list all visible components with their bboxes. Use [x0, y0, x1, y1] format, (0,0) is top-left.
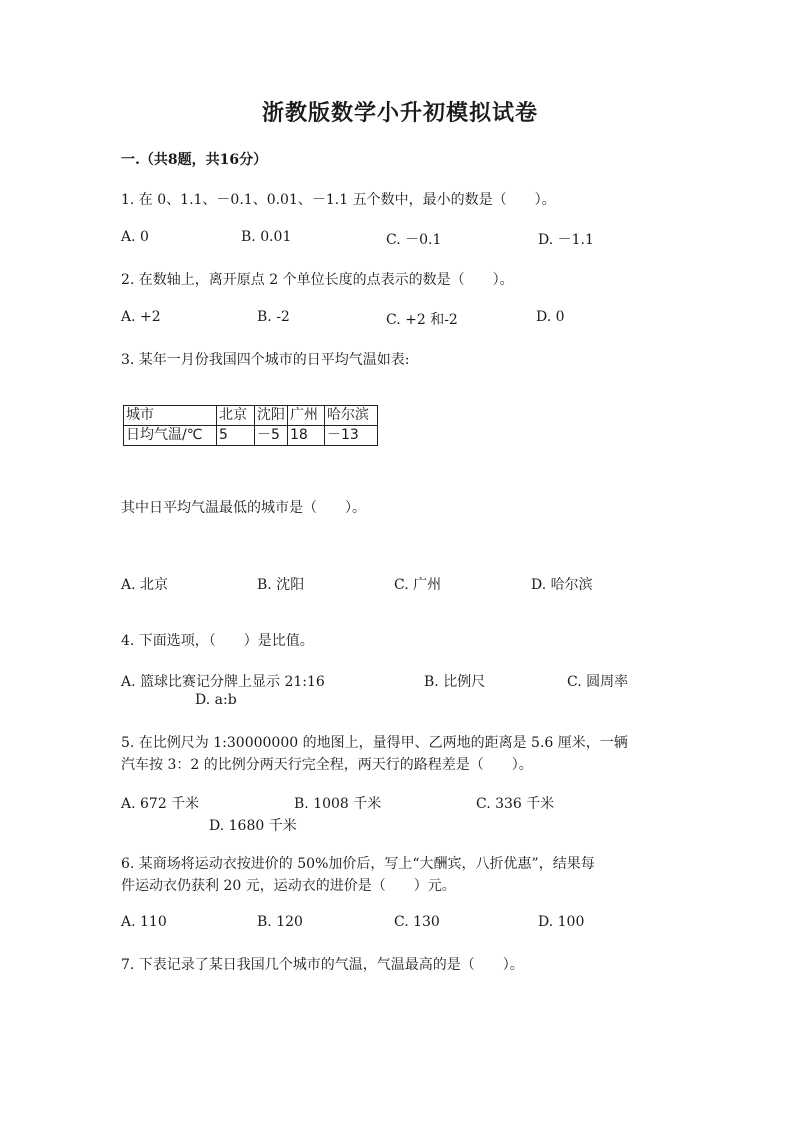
q5-option-c: C. 336 千米 — [476, 796, 555, 812]
temperature-table — [123, 405, 378, 446]
q4-option-a: A. 篮球比赛记分牌上显示 21:16 — [121, 674, 325, 690]
question-4-stem: 4. 下面选项，（ ）是比值。 — [121, 633, 314, 649]
q3-option-d: D. 哈尔滨 — [531, 577, 593, 593]
question-5-stem-line2: 汽车按 3：2 的比例分两天行完全程，两天行的路程差是（ ）。 — [121, 757, 533, 773]
q3-option-a: A. 北京 — [121, 577, 169, 593]
q3-option-c: C. 广州 — [394, 577, 442, 593]
table-cell: 城市 — [124, 406, 217, 426]
question-5-stem-line1: 5. 在比例尺为 1:30000000 的地图上，量得甲、乙两地的距离是 5.6 厘米，一辆 — [121, 735, 628, 751]
q4-option-b: B. 比例尺 — [424, 674, 486, 690]
question-1-stem: 1. 在 0、1.1、－0.1、0.01、－1.1 五个数中，最小的数是（ ）。 — [121, 192, 556, 208]
q6-option-a: A. 110 — [121, 914, 167, 930]
question-3-stem: 3. 某年一月份我国四个城市的日平均气温如表: — [121, 352, 410, 368]
table-cell: 5 — [217, 426, 255, 446]
table-cell: 哈尔滨 — [325, 406, 378, 426]
table-cell: 18 — [288, 426, 325, 446]
q1-option-d: D. －1.1 — [538, 232, 594, 248]
q4-option-c: C. 圆周率 — [567, 674, 629, 690]
table-cell: －5 — [255, 426, 288, 446]
q3-option-b: B. 沈阳 — [257, 577, 305, 593]
q2-option-b: B. -2 — [257, 309, 290, 325]
page-title: 浙教版数学小升初模拟试卷 — [261, 100, 538, 126]
table-cell: 广州 — [288, 406, 325, 426]
table-row — [124, 426, 378, 446]
q6-option-d: D. 100 — [538, 914, 585, 930]
q5-option-b: B. 1008 千米 — [294, 796, 382, 812]
table-header-row — [124, 406, 378, 426]
q4-option-d: D. a:b — [195, 692, 237, 708]
table-cell: －13 — [325, 426, 378, 446]
q6-option-b: B. 120 — [257, 914, 303, 930]
table-cell: 日均气温/℃ — [124, 426, 217, 446]
question-6-stem-line2: 件运动衣仍获利 20 元，运动衣的进价是（ ）元。 — [121, 878, 456, 894]
q2-option-d: D. 0 — [536, 309, 565, 325]
table-cell: 北京 — [217, 406, 255, 426]
question-6-stem-line1: 6. 某商场将运动衣按进价的 50%加价后，写上“大酬宾，八折优惠”，结果每 — [121, 856, 595, 872]
q5-option-a: A. 672 千米 — [121, 796, 200, 812]
q1-option-b: B. 0.01 — [241, 229, 292, 245]
q1-option-a: A. 0 — [121, 229, 149, 245]
q5-option-d: D. 1680 千米 — [209, 818, 297, 834]
section-heading: 一.（共8题，共16分） — [121, 152, 268, 168]
q6-option-c: C. 130 — [394, 914, 440, 930]
table-cell: 沈阳 — [255, 406, 288, 426]
q2-option-c: C. +2 和-2 — [386, 312, 458, 328]
q2-option-a: A. +2 — [121, 309, 161, 325]
question-7-stem: 7. 下表记录了某日我国几个城市的气温，气温最高的是（ ）。 — [121, 957, 524, 973]
question-2-stem: 2. 在数轴上，离开原点 2 个单位长度的点表示的数是（ ）。 — [121, 272, 514, 288]
q1-option-c: C. －0.1 — [386, 232, 442, 248]
question-3-ask: 其中日平均气温最低的城市是（ ）。 — [121, 500, 366, 516]
